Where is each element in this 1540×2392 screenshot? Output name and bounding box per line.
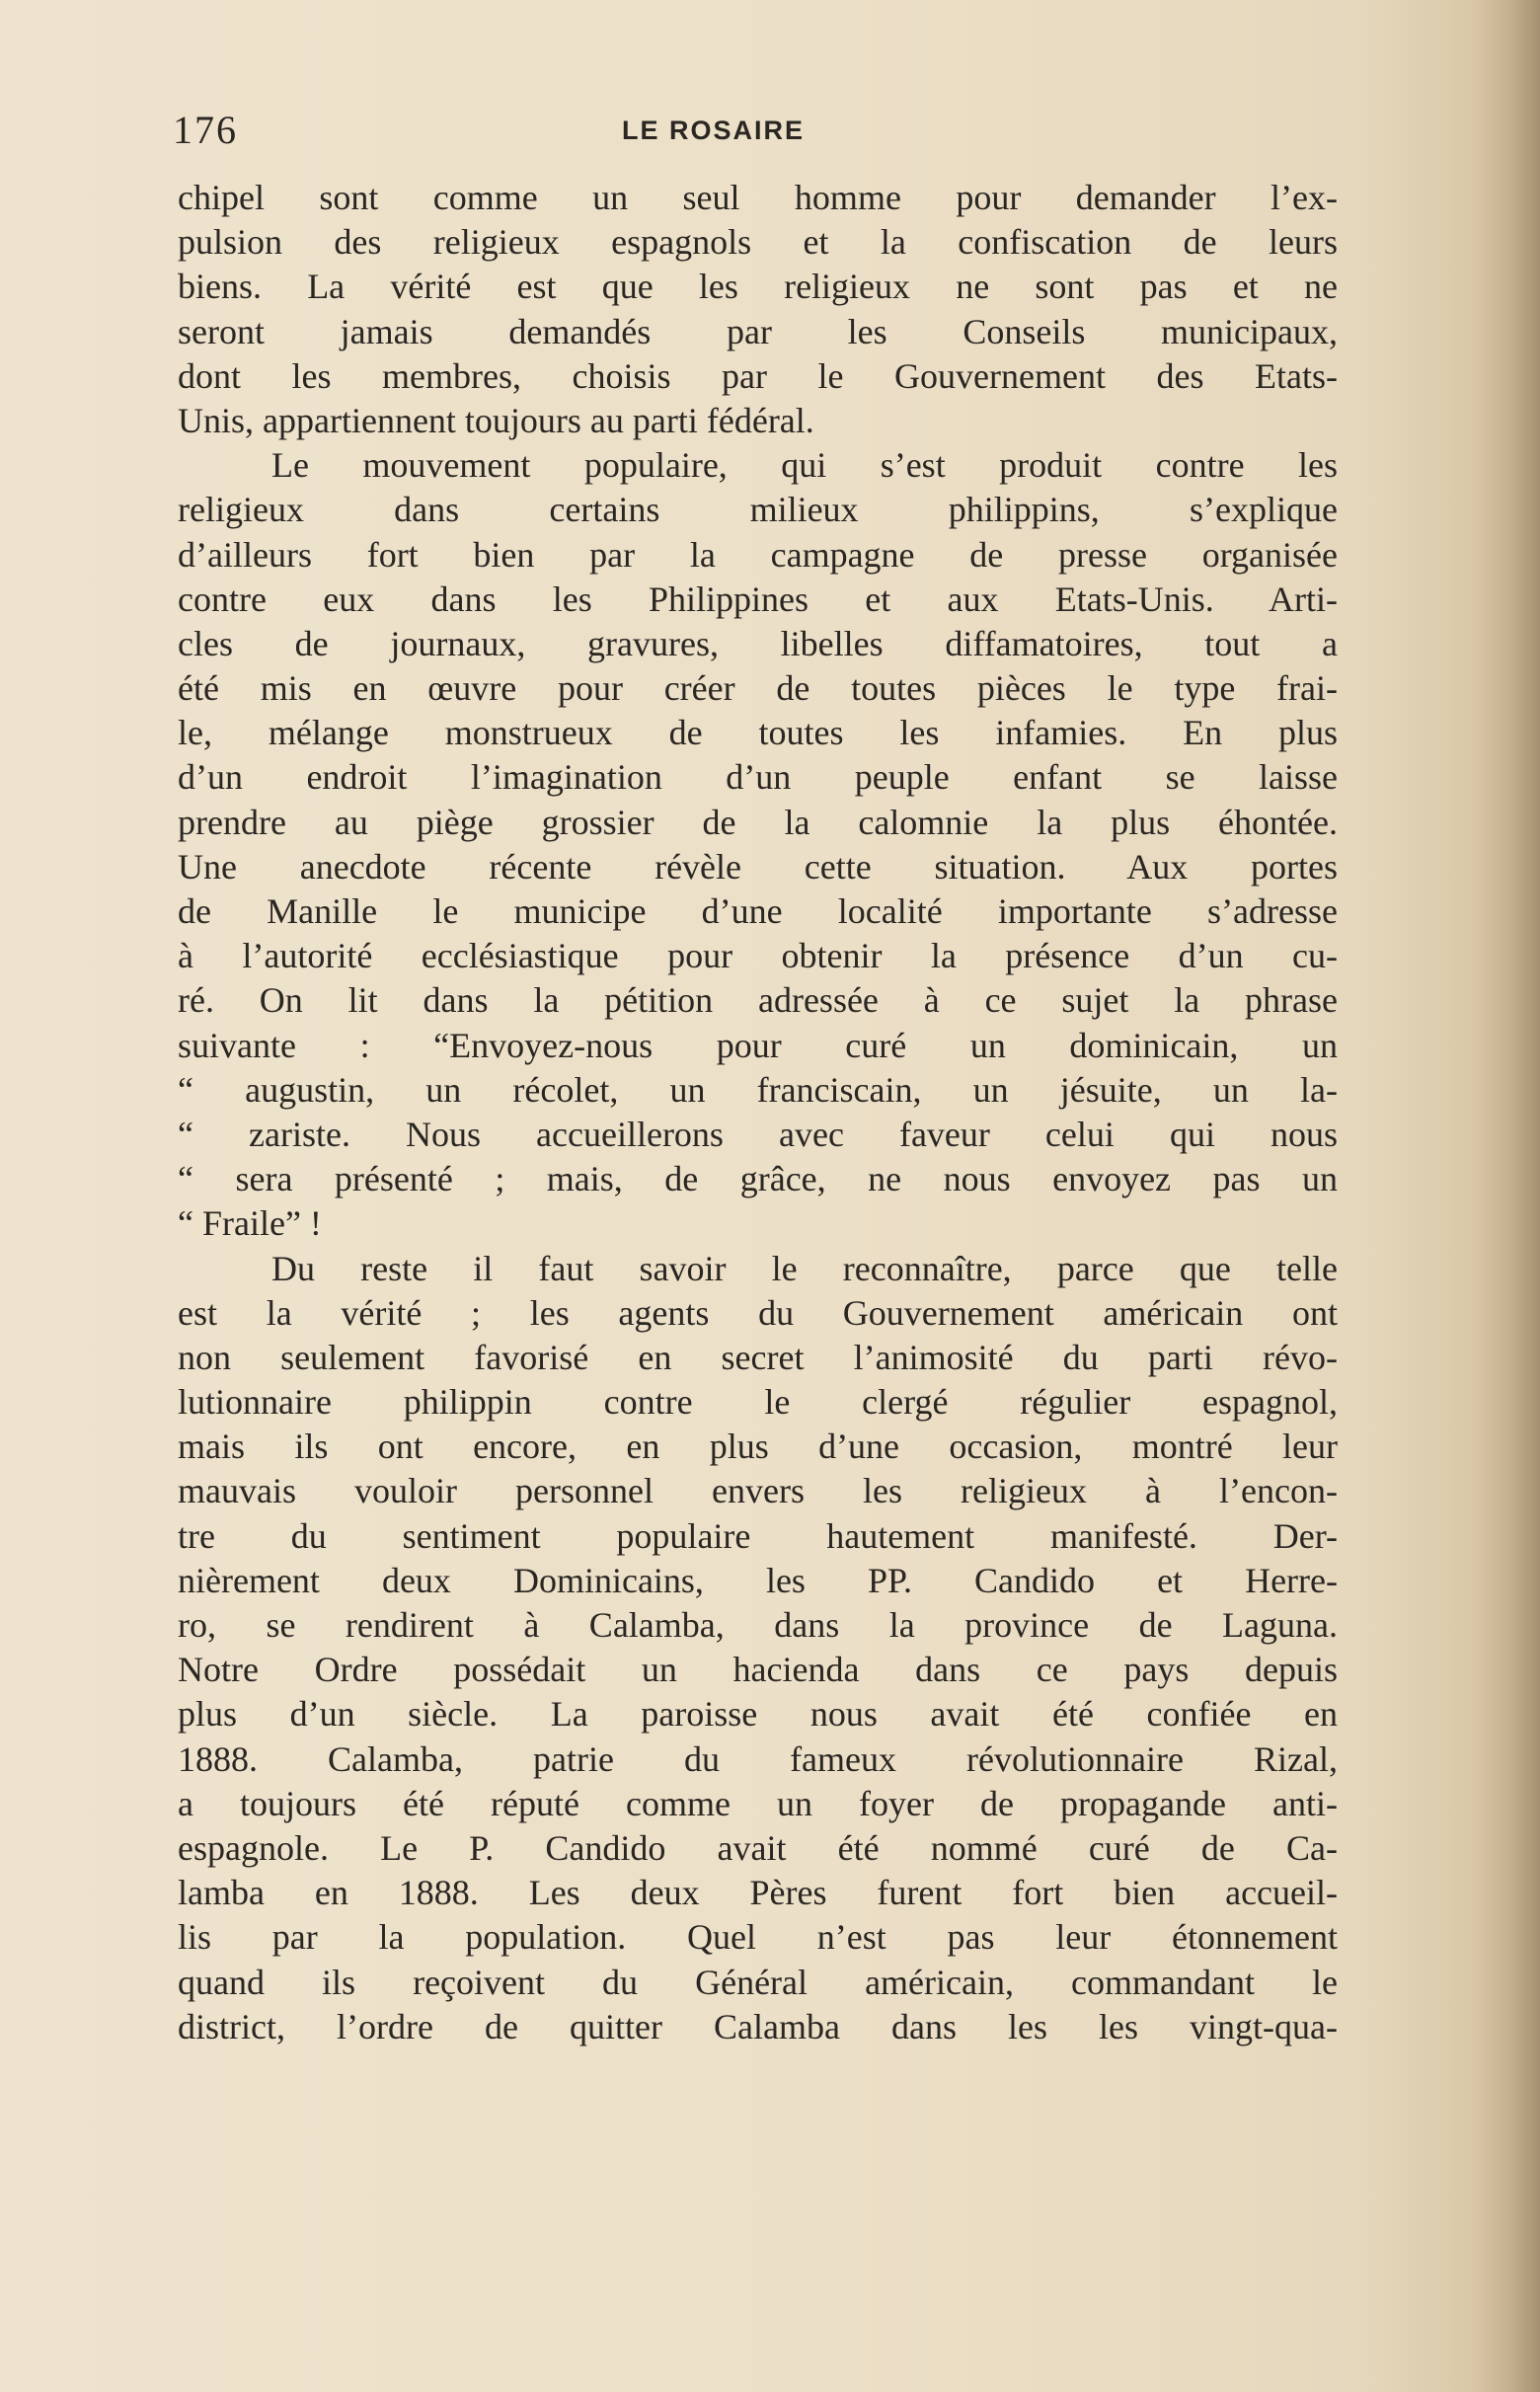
- text-line: été mis en œuvre pour créer de toutes pièces le type frai-: [178, 668, 1338, 709]
- text-line: Du reste il faut savoir le reconnaître, parce que telle: [271, 1248, 1338, 1288]
- text-line: d’un endroit l’imagination d’un peuple enfant se laisse: [178, 757, 1338, 798]
- text-line: “ zariste. Nous accueillerons avec faveur celui qui nous: [178, 1114, 1338, 1154]
- text-line: “ sera présenté ; mais, de grâce, ne nous envoyez pas un: [178, 1159, 1338, 1199]
- page-number: 176: [173, 108, 238, 152]
- text-line: de Manille le municipe d’une localité importante s’adresse: [178, 891, 1338, 931]
- text-line: Unis, appartiennent toujours au parti fédéral.: [178, 400, 814, 440]
- page-edge-shadow: [1471, 0, 1540, 2392]
- text-line: quand ils reçoivent du Général américain, commandant le: [178, 1962, 1338, 2002]
- text-line: lamba en 1888. Les deux Pères furent fort bien accueil-: [178, 1873, 1338, 1913]
- text-line: mauvais vouloir personnel envers les religieux à l’encon-: [178, 1471, 1338, 1511]
- text-line: seront jamais demandés par les Conseils municipaux,: [178, 311, 1338, 351]
- text-line: à l’autorité ecclésiastique pour obtenir la présence d’un cu-: [178, 936, 1338, 976]
- text-line: prendre au piège grossier de la calomnie la plus éhontée.: [178, 802, 1338, 842]
- text-line: dont les membres, choisis par le Gouvernement des Etats-: [178, 355, 1338, 396]
- page-header: [173, 101, 1357, 160]
- text-line: contre eux dans les Philippines et aux Etats-Unis. Arti-: [178, 579, 1338, 619]
- text-line: Notre Ordre possédait un hacienda dans ce pays depuis: [178, 1650, 1338, 1690]
- text-line: 1888. Calamba, patrie du fameux révolutionnaire Rizal,: [178, 1738, 1338, 1779]
- text-line: a toujours été réputé comme un foyer de propagande anti-: [178, 1783, 1338, 1823]
- text-line: Une anecdote récente révèle cette situation. Aux portes: [178, 846, 1338, 887]
- text-line: chipel sont comme un seul homme pour demander l’ex-: [178, 178, 1338, 217]
- text-line: pulsion des religieux espagnols et la confiscation de leurs: [178, 222, 1338, 263]
- text-line: ro, se rendirent à Calamba, dans la province de Laguna.: [178, 1605, 1338, 1645]
- text-line: ré. On lit dans la pétition adressée à ce sujet la phrase: [178, 980, 1338, 1021]
- text-line: Le mouvement populaire, qui s’est produit contre les: [271, 445, 1338, 486]
- text-line: est la vérité ; les agents du Gouvernement américain ont: [178, 1292, 1338, 1333]
- body-text: [178, 176, 1338, 2049]
- text-line: cles de journaux, gravures, libelles diffamatoires, tout a: [178, 623, 1338, 663]
- text-line: “ augustin, un récolet, un franciscain, un jésuite, un la-: [178, 1069, 1338, 1110]
- text-line: nièrement deux Dominicains, les PP. Candido et Herre-: [178, 1560, 1338, 1600]
- text-line: district, l’ordre de quitter Calamba dans les les vingt-qua-: [178, 2006, 1338, 2046]
- text-line: religieux dans certains milieux philippins, s’explique: [178, 490, 1338, 530]
- text-line: mais ils ont encore, en plus d’une occasion, montré leur: [178, 1427, 1338, 1467]
- text-line: “ Fraile” !: [178, 1203, 322, 1244]
- text-line: espagnole. Le P. Candido avait été nommé curé de Ca-: [178, 1827, 1338, 1868]
- text-line: suivante : “Envoyez-nous pour curé un dominicain, un: [178, 1025, 1338, 1065]
- text-line: lis par la population. Quel n’est pas leur étonnement: [178, 1917, 1338, 1958]
- text-line: plus d’un siècle. La paroisse nous avait été confiée en: [178, 1694, 1338, 1735]
- running-title: LE ROSAIRE: [622, 116, 806, 145]
- text-line: non seulement favorisé en secret l’animosité du parti révo-: [178, 1337, 1338, 1377]
- text-line: tre du sentiment populaire hautement manifesté. Der-: [178, 1515, 1338, 1556]
- text-line: le, mélange monstrueux de toutes les infamies. En plus: [178, 713, 1338, 753]
- text-line: lutionnaire philippin contre le clergé régulier espagnol,: [178, 1382, 1338, 1423]
- text-line: biens. La vérité est que les religieux ne sont pas et ne: [178, 267, 1338, 307]
- text-line: d’ailleurs fort bien par la campagne de presse organisée: [178, 534, 1338, 575]
